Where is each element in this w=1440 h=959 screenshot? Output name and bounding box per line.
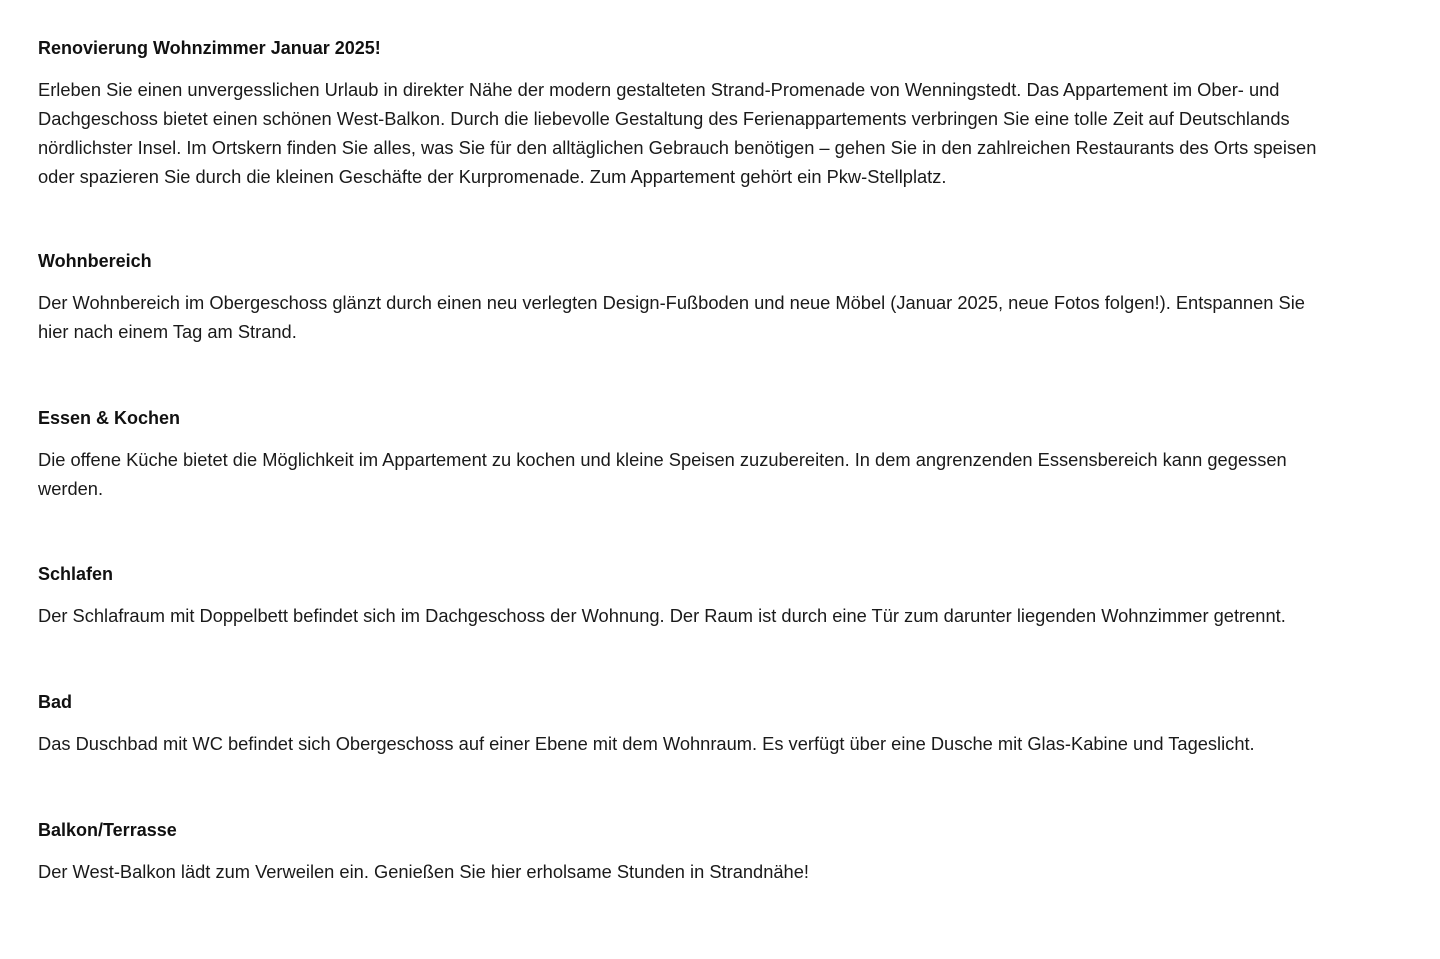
paragraph-line: hier nach einem Tag am Strand. <box>38 321 297 342</box>
paragraph-line: Erleben Sie einen unvergesslichen Urlaub in direkter Nähe der modern gestalteten Strand-Promenade von Wenningstedt. Das Appartement im Ober- und <box>38 79 1280 100</box>
section-paragraph <box>38 601 1404 630</box>
section-schlafen <box>38 563 1404 630</box>
paragraph-line: nördlichster Insel. Im Ortskern finden Sie alles, was Sie für den alltäglichen Gebrauch benötigen – gehen Sie in den zahlreichen Restaurants des Orts speisen <box>38 137 1317 158</box>
section-bad <box>38 691 1404 758</box>
section-paragraph <box>38 857 1404 886</box>
paragraph-line: Dachgeschoss bietet einen schönen West-Balkon. Durch die liebevolle Gestaltung des Ferienappartements verbringen Sie eine tolle Zeit auf Deutschlands <box>38 108 1290 129</box>
paragraph-line: Der Wohnbereich im Obergeschoss glänzt durch einen neu verlegten Design-Fußboden und neue Möbel (Januar 2025, neue Fotos folgen!). Entspannen Sie <box>38 292 1305 313</box>
section-heading: Essen & Kochen <box>38 408 181 428</box>
section-heading: Balkon/Terrasse <box>38 820 177 840</box>
section-paragraph <box>38 75 1404 191</box>
section-paragraph <box>38 445 1404 503</box>
paragraph-line: Das Duschbad mit WC befindet sich Obergeschoss auf einer Ebene mit dem Wohnraum. Es verfügt über eine Dusche mit Glas-Kabine und Tageslicht. <box>38 733 1255 754</box>
paragraph-line: Der Schlafraum mit Doppelbett befindet sich im Dachgeschoss der Wohnung. Der Raum ist durch eine Tür zum darunter liegenden Wohnzimmer getrennt. <box>38 605 1286 626</box>
section-paragraph <box>38 729 1404 758</box>
paragraph-line: Die offene Küche bietet die Möglichkeit im Appartement zu kochen und kleine Speisen zuzubereiten. In dem angrenzenden Essensbereich kann gegessen <box>38 449 1287 470</box>
section-renovation <box>38 37 1404 191</box>
section-wohnbereich <box>38 250 1404 346</box>
paragraph-line: Der West-Balkon lädt zum Verweilen ein. Genießen Sie hier erholsame Stunden in Strandnähe! <box>38 861 809 882</box>
paragraph-line: oder spazieren Sie durch die kleinen Geschäfte der Kurpromenade. Zum Appartement gehört ein Pkw-Stellplatz. <box>38 166 947 187</box>
section-heading: Renovierung Wohnzimmer Januar 2025! <box>38 38 381 58</box>
section-essen-kochen <box>38 407 1404 503</box>
section-balkon-terrasse <box>38 819 1404 886</box>
section-heading: Wohnbereich <box>38 251 152 271</box>
section-paragraph <box>38 288 1404 346</box>
section-heading: Schlafen <box>38 564 114 584</box>
paragraph-line: werden. <box>38 478 104 499</box>
section-heading: Bad <box>38 692 73 712</box>
